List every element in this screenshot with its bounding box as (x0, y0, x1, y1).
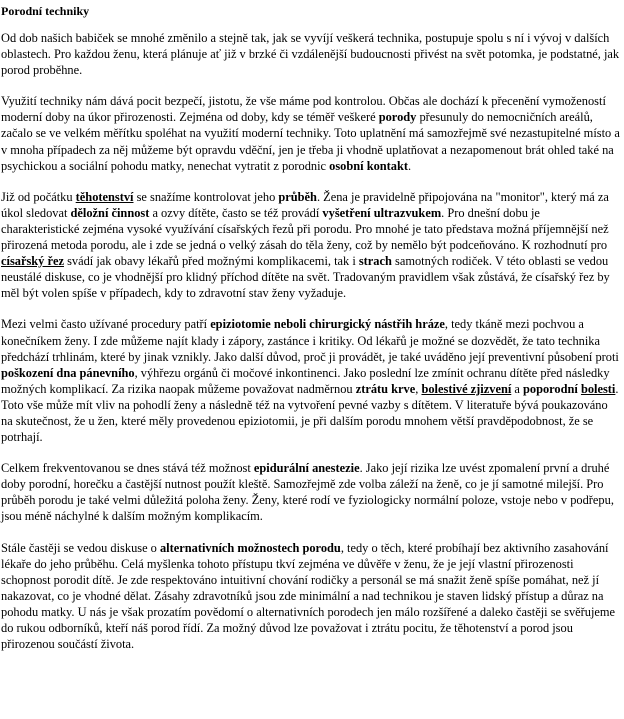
keyword-strach: strach (358, 254, 392, 269)
paragraph-text: svádí jak obavy lékařů před možnými komplikacemi, tak i (63, 254, 359, 269)
paragraph-text: Využití techniky nám dává pocit bezpečí, jistotu, že vše máme pod kontrolou. Občas ale dochází k přecenění vymožeností moderní doby na úkor přirozenosti. Zejména od doby, kdy se téměř veškeré (1, 94, 606, 125)
keyword-prubeh: průběh (278, 189, 317, 204)
paragraph-text: Celkem frekventovanou se dnes stává též možnost (1, 461, 254, 476)
paragraph-text: Mezi velmi často užívané procedury patří (1, 317, 211, 332)
paragraph-text: se snažíme kontrolovat jeho (133, 189, 279, 204)
paragraph-text: . Pro dnešní dobu je charakteristické zejména vysoké využívání císařských řezů při porodu. Pro mnohé je tato představa možná příjemnější než přirozená metoda porodu, ale i zde se jedná o velký zásah do těla ženy, což by nemělo být podceňováno. K rozhodnutí pro (1, 205, 609, 253)
keyword-poskozeni-dna: poškození dna pánevního (1, 365, 135, 380)
paragraph-text: Stále častěji se vedou diskuse o (1, 540, 160, 555)
keyword-poporodni: poporodní (522, 381, 581, 396)
paragraph-1 (1, 30, 621, 78)
link-tehotenstvi[interactable]: těhotenství (75, 189, 134, 204)
paragraph-text: . (408, 158, 412, 173)
paragraph-text: , výhřezu orgánů či močové inkontinenci. Jako poslední lze zmínit ochranu dítěte před následky možných komplikací. Za rizika naopak můžeme považovat nadměrnou (1, 365, 610, 396)
paragraph-text: . Jako její rizika lze uvést zpomalení první a druhé doby porodní, horečku a častější nutnost použít kleště. Samozřejmě zde volba záleží na ženě, co je jí samotné milejší. Pro průběh porodu je také velmi důležitá poloha ženy. Ženy, které rodí ve fyziologicky normální poloze, vstoje nebo v podřepu, jsou méně náchylné k dalším možným komplikacím. (1, 461, 614, 524)
paragraph-text: samotných rodiček. V této oblasti se vedou neustálé diskuse, co je vhodnější pro klidný příchod dítěte na svět. Tradovaným pravidlem však zůstává, že císařský řez by měl být volen spíše v případech, kdy to zdravotní stav ženy vyžaduje. (1, 254, 610, 301)
paragraph-text: . Toto vše může mít vliv na pohodlí ženy a následně též na vytvoření pevné vazby s dítětem. V literatuře bývá poukazováno na skutečnost, že u žen, které měly provedenou epiziotomii, je při dalším porodu mnohem větší pravděpodobnost, že se potrhají. (1, 381, 619, 445)
keyword-ultrazvuk: vyšetření ultrazvukem (322, 205, 442, 220)
paragraph-text: , tedy tkáně mezi pochvou a konečníkem ženy. I zde můžeme najít klady i zápory, zastánce i kritiky. Od lékařů je možné se dozvědět, že tato technika předchází trhlinám, které by jinak vznikly. Jako další důvod, proč ji provádět, je také uváděno její preventivní působení proti (1, 317, 619, 364)
link-bolestive-zjizveni[interactable]: bolestivé zjizvení (421, 381, 512, 396)
keyword-epiduralni-anestezie: epidurální anestezie (253, 461, 360, 476)
paragraph-5 (1, 460, 621, 524)
link-bolesti[interactable]: bolesti (580, 381, 616, 396)
paragraph-4 (1, 316, 621, 445)
paragraph-text: . Žena je pravidelně připojována na "monitor", který má za úkol sledovat (1, 189, 609, 220)
paragraph-text: Od dob našich babiček se mnohé změnilo a stejně tak, jak se vyvíjí veškerá technika, postupuje spolu s ní i vývoj v dalších oblastech. Pro každou ženu, která plánuje ať již v brzké či vzdálenější budoucnosti přivést na svět potomka, je podstatné, jak porod proběhne. (1, 31, 620, 78)
keyword-osobni-kontakt: osobní kontakt (329, 158, 409, 173)
paragraph-text: a (511, 381, 523, 396)
keyword-ztrata-krve: ztrátu krve (355, 381, 416, 396)
page-title: Porodní techniky (1, 4, 90, 18)
paragraph-6 (1, 540, 621, 653)
keyword-delozni-cinnost: děložní činnost (70, 205, 150, 220)
keyword-epiziotomie: epiziotomie neboli chirurgický nástřih hráze (210, 317, 445, 332)
paragraph-3 (1, 189, 621, 302)
paragraph-text: Již od počátku (1, 189, 76, 204)
paragraph-text: , tedy o těch, které probíhají bez aktivního zasahování lékaře do jeho průběhu. Celá myšlenka tohoto přístupu tkví zejména ve důvěře v ženu, že je její vlastní přirozenosti schopnost porodit dítě. Je zde respektováno intuitivní chování rodičky a personál se má snažit ženě spíše pomáhat, než jí nakazovat, co je vhodné dělat. Zásahy zdravotníků jsou zde minimální a nad technikou je staven lidský přístup a důraz na pohodu matky. U nás je však prozatím povědomí o alternativních porodech jen málo rozšířené a daleko častěji se svěřujeme do rukou odborníků, kteří náš porod řídí. Za možný důvod lze považovat i ztrátu pocitu, že těhotenství a porod jsou přirozenou součástí života. (1, 540, 616, 652)
keyword-alternativni-porody: alternativních možnostech porodu (159, 540, 341, 555)
link-cisarsky-rez[interactable]: císařský řez (1, 254, 64, 269)
paragraph-text: a ozvy dítěte, často se též provádí (149, 205, 323, 220)
paragraph-text: , (415, 381, 422, 396)
paragraph-text: přesunuly do nemocničních areálů, začalo se ve velkém měřítku spoléhat na využití moderní techniky. Toto uplatnění má samozřejmě své nezastupitelné místo a v mnoha případech za něj můžeme být opravdu vděční, jen je třeba ji vhodně uplatňovat a nezapomenout brát ohled také na psychickou a sociální pohodu matky, nenechat vytratit z porodnic (1, 110, 620, 173)
paragraph-2 (1, 93, 621, 173)
keyword-porody: porody (378, 110, 417, 125)
